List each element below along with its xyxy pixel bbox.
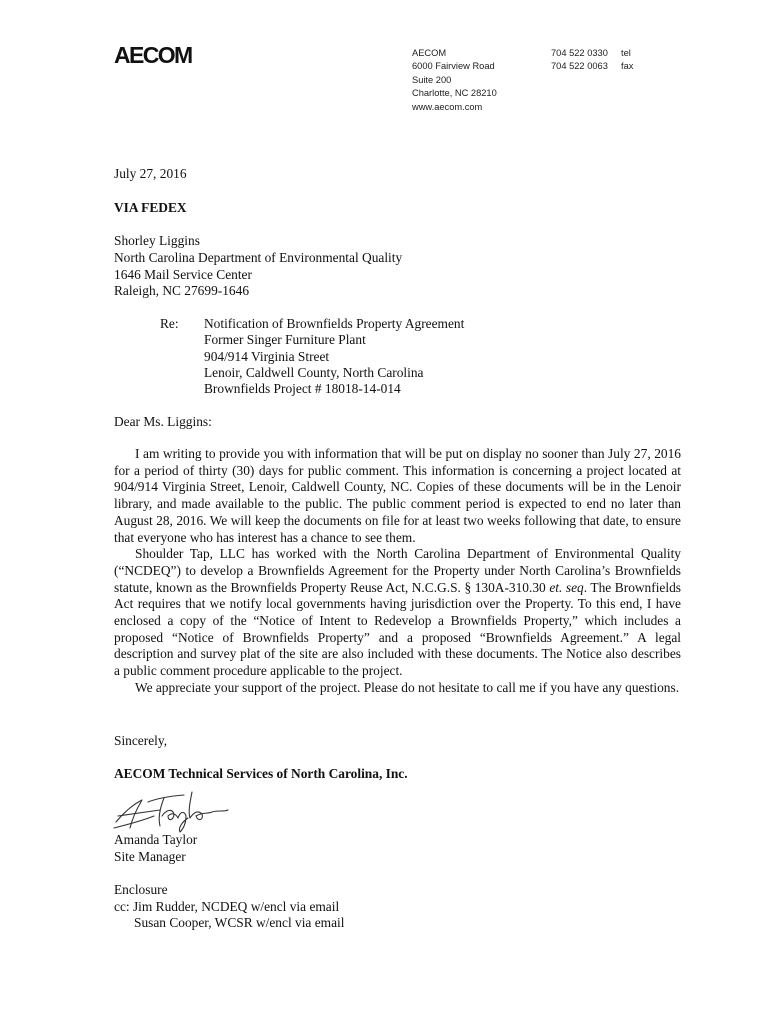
closing: Sincerely, [114, 733, 168, 748]
recipient-block [114, 233, 402, 300]
paragraph-2-text-a: Shoulder Tap, LLC has worked with the North Carolina Department of Environmental Quality (“NCDEQ”) to develop a Brownfields Agreement for the Property under North Carolina’s Brownfields statute, known as the Brownfields Property Reuse Act, N.C.G.S. § 130A-310.30 [114, 546, 681, 595]
contact-row-fax [551, 60, 633, 73]
address-line: AECOM [412, 48, 447, 58]
signature [112, 786, 232, 834]
address-line: Suite 200 [412, 74, 452, 85]
letterhead-address [412, 47, 497, 114]
subject-block [204, 316, 464, 397]
company-name: AECOM Technical Services of North Carolina, Inc. [114, 766, 408, 781]
subject-line: Brownfields Project # 18018-14-014 [204, 381, 401, 397]
contact-row-tel [551, 47, 633, 60]
signer-block [114, 832, 197, 866]
subject-line: Former Singer Furniture Plant [204, 332, 366, 348]
aecom-logo: AECOM [114, 42, 192, 68]
subject-line: Notification of Brownfields Property Agreement [204, 316, 465, 331]
salutation: Dear Ms. Liggins: [114, 414, 212, 429]
phone-label: tel [621, 48, 631, 58]
re-label: Re: [160, 316, 179, 331]
fax-label: fax [621, 61, 634, 72]
cc-line: Susan Cooper, WCSR w/encl via email [134, 915, 345, 931]
subject-line: Lenoir, Caldwell County, North Carolina [204, 364, 424, 380]
delivery-method: VIA FEDEX [114, 200, 187, 215]
paragraph-2-text-b: . The Brownfields Act requires that we notify local governments having jurisdiction over the Property. To this end, I have enclosed a copy of the “Notice of Intent to Redevelop a Brownfields Property,” which includes a proposed “Notice of Brownfields Property” and a proposed “Brownfields Agreement.” A legal description and survey plat of the site are also included with these documents. The Notice also describes a public comment procedure applicable to the project. [114, 579, 682, 679]
letter-date: July 27, 2016 [114, 166, 187, 181]
signer-title: Site Manager [114, 848, 186, 864]
signer-name: Amanda Taylor [114, 832, 198, 847]
recipient-line: Shorley Liggins [114, 233, 200, 248]
body-paragraph-2 [114, 546, 681, 680]
subject-line: 904/914 Virginia Street [204, 348, 330, 364]
letter-body [114, 446, 681, 697]
recipient-line: North Carolina Department of Environmental Quality [114, 249, 403, 265]
enclosure-block [114, 882, 344, 932]
address-line: Charlotte, NC 28210 [412, 88, 497, 99]
body-paragraph-1: I am writing to provide you with information that will be put on display no sooner than July 27, 2016 for a period of thirty (30) days for public comment. This information is concerning a project located at 904/914 Virginia Street, Lenoir, Caldwell County, NC. Copies of these documents will be in the Lenoir library, and made available to the public. The public comment period is expected to end no later than August 28, 2016. We will keep the documents on file for at least two weeks following that date, to ensure that everyone who has interest has a chance to see them. [114, 446, 681, 545]
address-line: www.aecom.com [412, 101, 483, 112]
enclosure-label: Enclosure [114, 882, 168, 897]
fax-number: 704 522 0063 [551, 61, 608, 72]
paragraph-2-italic: et. seq [549, 579, 584, 595]
recipient-line: Raleigh, NC 27699-1646 [114, 283, 250, 299]
cc-line: cc: Jim Rudder, NCDEQ w/encl via email [114, 898, 340, 914]
phone-number: 704 522 0330 [551, 48, 608, 58]
letterhead-contacts [551, 47, 633, 74]
address-line: 6000 Fairview Road [412, 61, 495, 72]
body-paragraph-3: We appreciate your support of the project. Please do not hesitate to call me if you have any questions. [135, 679, 680, 695]
recipient-line: 1646 Mail Service Center [114, 266, 252, 282]
